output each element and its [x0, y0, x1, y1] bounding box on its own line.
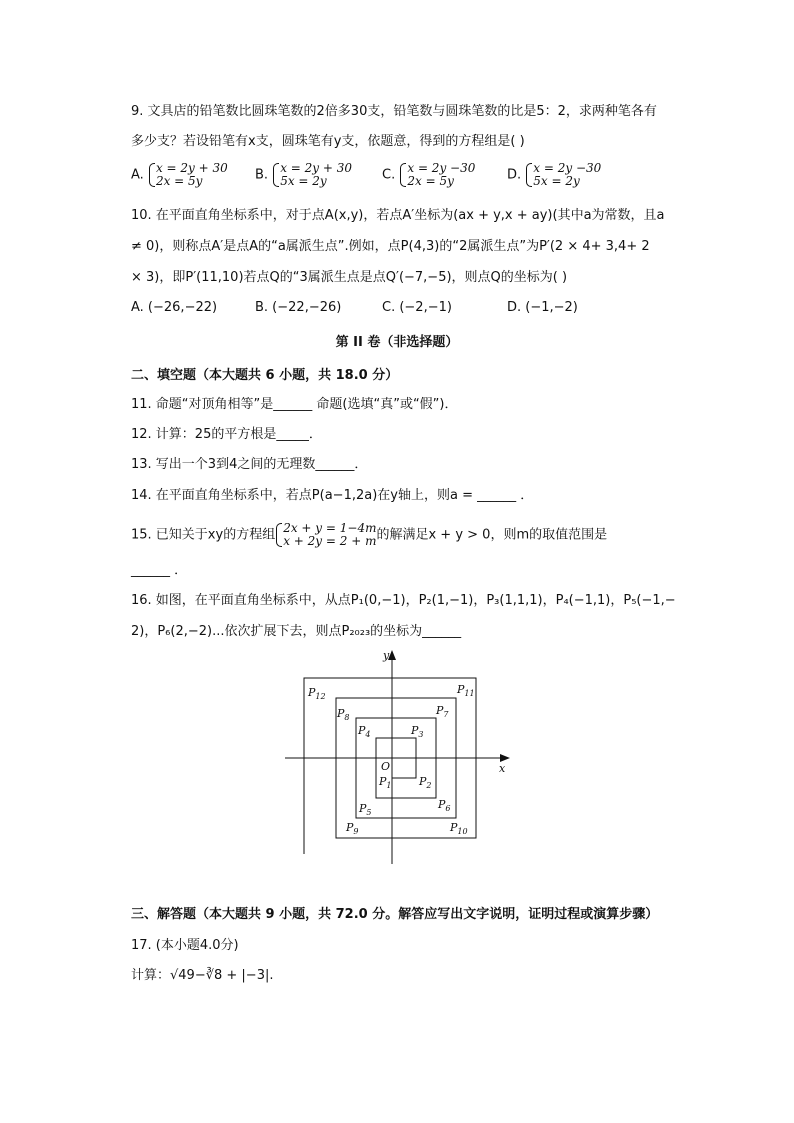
q17-expression: 计算：√49−∛8 + |−3|. [131, 968, 274, 983]
label-p7: $P_7$ [436, 704, 449, 719]
q9-line2: 多少支？若设铅笔有x支，圆珠笔有y支，依题意，得到的方程组是( ) [131, 134, 525, 149]
q10-option-d: D. (−1,−2) [507, 300, 578, 315]
q10-option-a: A. (−26,−22) [131, 300, 218, 315]
q10-option-b: B. (−22,−26) [255, 300, 342, 315]
label-p6: $P_6$ [438, 798, 451, 813]
label-p10: $P_{10}$ [450, 821, 468, 836]
y-axis-label: y [383, 649, 390, 662]
q16-line1: 16. 如图，在平面直角坐标系中，从点P₁(0,−1)，P₂(1,−1)，P₃(1,1,1)，P₄(−1,1)，P₅(−1,− [131, 593, 676, 608]
label-p11: $P_{11}$ [457, 683, 475, 698]
q9-line1: 9. 文具店的铅笔数比圆珠笔数的2倍多30支，铅笔数与圆珠笔数的比是5：2，求两种笔各有 [131, 104, 657, 119]
q12: 12. 计算：25的平方根是_____． [131, 427, 322, 442]
label-p5: $P_5$ [359, 802, 372, 817]
label-p8: $P_8$ [337, 707, 350, 722]
spiral-figure [280, 642, 520, 867]
label-p9: $P_9$ [346, 821, 359, 836]
label-p12: $P_{12}$ [308, 686, 326, 701]
q10-line2: ≠ 0)，则称点A′是点A的“a属派生点”.例如，点P(4,3)的“2属派生点”为P′(2 × 4+ 3,4+ 2 [131, 239, 650, 254]
q10-line3: × 3)，即P′(11,10)若点Q的“3属派生点是点Q′(−7,−5)，则点Q的坐标为( ) [131, 270, 568, 285]
q15-line1: 15. 已知关于xy的方程组 2x + y = 1−4m x + 2y = 2 + m 的解满足x + y > 0，则m的取值范围是 [131, 521, 608, 548]
q9-option-c: C. x = 2y −30 2x = 5y [382, 161, 476, 188]
section3-heading: 三、解答题（本大题共 9 小题，共 72.0 分。解答应写出文字说明，证明过程或演算步骤） [131, 907, 659, 922]
part2-title: 第 II 卷（非选择题） [335, 335, 459, 350]
label-p4: $P_4$ [358, 724, 371, 739]
label-p1: $P_1$ [379, 775, 392, 790]
x-axis-label: x [499, 762, 506, 775]
q9-option-d: D. x = 2y −30 5x = 2y [507, 161, 602, 188]
q13: 13. 写出一个3到4之间的无理数______． [131, 457, 368, 472]
q11: 11. 命题“对顶角相等”是______ 命题(选填“真”或“假”)． [131, 397, 458, 412]
q16-line2: 2)，P₆(2,−2)...依次扩展下去，则点P₂₀₂₃的坐标为______ [131, 624, 462, 639]
q17-header: 17. (本小题4.0分) [131, 938, 239, 953]
label-p2: $P_2$ [419, 775, 432, 790]
q9-option-b: B. x = 2y + 30 5x = 2y [255, 161, 353, 188]
q15-line2: ______ ． [131, 563, 188, 578]
origin-label: O [381, 760, 391, 773]
q10-option-c: C. (−2,−1) [382, 300, 452, 315]
q10-line1: 10. 在平面直角坐标系中，对于点A(x,y)，若点A′坐标为(ax + y,x + ay)(其中a为常数，且a [131, 208, 665, 223]
x-axis-arrow [500, 754, 510, 762]
q9-option-a: A. x = 2y + 30 2x = 5y [131, 161, 228, 188]
label-p3: $P_3$ [411, 724, 424, 739]
q14: 14. 在平面直角坐标系中，若点P(a−1,2a)在y轴上，则a = ______ ． [131, 488, 534, 503]
section2-heading: 二、填空题（本大题共 6 小题，共 18.0 分） [131, 368, 399, 383]
